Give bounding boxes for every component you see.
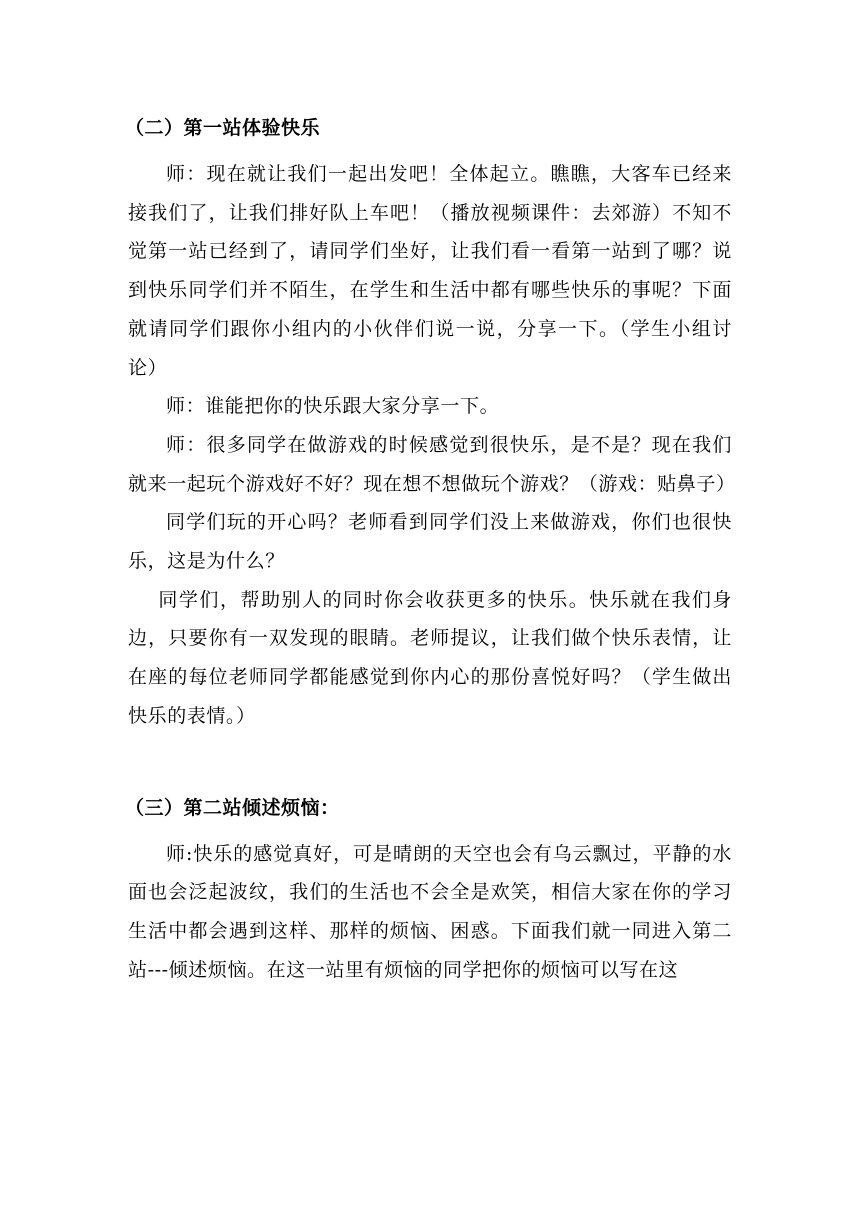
document-page (125, 112, 736, 989)
section-heading: （二）第一站体验快乐 (125, 117, 321, 139)
paragraph: 同学们玩的开心吗？老师看到同学们没上来做游戏，你们也很快乐，这是为什么？ (128, 511, 732, 573)
paragraph: 师：很多同学在做游戏的时候感觉到很快乐，是不是？现在我们就来一起玩个游戏好不好？现在想不想做玩个游戏？（游戏：贴鼻子） (128, 433, 736, 495)
paragraph: 师：谁能把你的快乐跟大家分享一下。 (166, 395, 500, 418)
paragraph: 同学们，帮助别人的同时你会收获更多的快乐。快乐就在我们身边，只要你有一双发现的眼睛。老师提议，让我们做个快乐表情，让在座的每位老师同学都能感觉到你内心的那份喜悦好吗？（学生做出快乐的表情。） (128, 588, 732, 727)
section-first-station (125, 112, 736, 736)
section-heading: （三）第二站倾述烦恼： (125, 796, 340, 819)
paragraph: 师:快乐的感觉真好，可是晴朗的天空也会有乌云飘过，平静的水面也会泛起波纹，我们的生活也不会全是欢笑，相信大家在你的学习生活中都会遇到这样、那样的烦恼、困惑。下面我们就一同进入第二站---倾述烦恼。在这一站里有烦恼的同学把你的烦恼可以写在这 (128, 842, 732, 981)
paragraph: 师：现在就让我们一起出发吧！全体起立。瞧瞧，大客车已经来接我们了，让我们排好队上车吧！（播放视频课件：去郊游）不知不觉第一站已经到了，请同学们坐好，让我们看一看第一站到了哪？说到快乐同学们并不陌生，在学生和生活中都有哪些快乐的事呢？下面就请同学们跟你小组内的小伙伴们说一说，分享一下。（学生小组讨论） (128, 163, 732, 379)
section-second-station (125, 792, 732, 990)
